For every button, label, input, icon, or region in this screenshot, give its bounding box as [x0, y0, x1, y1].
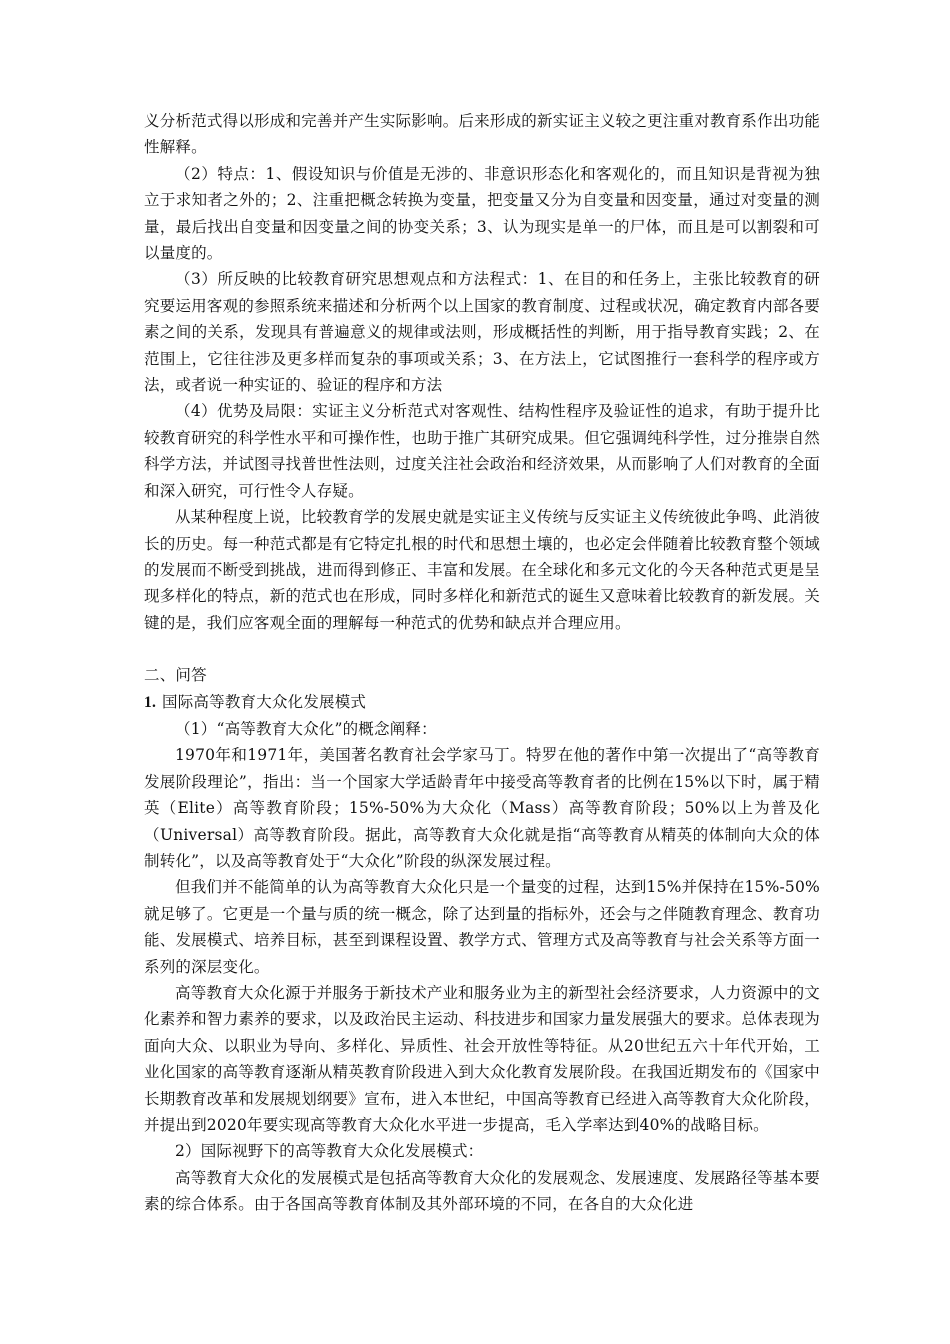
- paragraph: 高等教育大众化的发展模式是包括高等教育大众化的发展观念、发展速度、发展路径等基本要素的综合体系。由于各国高等教育体制及其外部环境的不同，在各自的大众化进: [144, 1168, 820, 1214]
- spacer: [144, 636, 820, 662]
- paragraph: 从某种程度上说，比较教育学的发展史就是实证主义传统与反实证主义传统彼此争鸣、此消彼长的历史。每一种范式都是有它特定扎根的时代和思想土壤的，也必定会伴随着比较教育整个领域的发展而不断受到挑战，进而得到修正、丰富和发展。在全球化和多元文化的今天各种范式更是呈现多样化的特点，新的范式也在形成，同时多样化和新范式的诞生又意味着比较教育的新发展。关键的是，我们应客观全面的理解每一种范式的优势和缺点并合理应用。: [144, 508, 820, 632]
- paragraph: （2）特点：1、假设知识与价值是无涉的、非意识形态化和客观化的，而且知识是背视为独立于求知者之外的；2、注重把概念转换为变量，把变量又分为自变量和因变量，通过对变量的测量，最后找出自变量和因变量之间的协变关系；3、认为现实是单一的尸体，而且是可以割裂和可以量度的。: [144, 164, 820, 263]
- question-heading: [144, 689, 820, 716]
- section-title: 二、问答: [144, 666, 207, 685]
- paragraph: 2）国际视野下的高等教育大众化发展模式：: [175, 1142, 484, 1161]
- paragraph: （4）优势及局限：实证主义分析范式对客观性、结构性程序及验证性的追求，有助于提升比较教育研究的科学性水平和可操作性，也助于推广其研究成果。但它强调纯科学性，过分推崇自然科学方法，并试图寻找普世性法则，过度关注社会政治和经济效果，从而影响了人们对教育的全面和深入研究，可行性令人存疑。: [144, 402, 820, 500]
- paragraph: 但我们并不能简单的认为高等教育大众化只是一个量变的过程，达到15%并保持在15%-50%就足够了。它更是一个量与质的统一概念，除了达到量的指标外，还会与之伴随教育理念、教育功能、发展模式、培养目标，甚至到课程设置、教学方式、管理方式及高等教育与社会关系等方面一系列的深层变化。: [144, 878, 820, 976]
- paragraph: （3）所反映的比较教育研究思想观点和方法程式：1、在目的和任务上，主张比较教育的研究要运用客观的参照系统来描述和分析两个以上国家的教育制度、过程或状况，确定教育内部各要素之间的关系，发现具有普遍意义的规律或法则，形成概括性的判断，用于指导教育实践；2、在范围上，它往往涉及更多样而复杂的事项或关系；3、在方法上，它试图推行一套科学的程序或方法，或者说一种实证的、验证的程序和方法: [144, 270, 820, 395]
- paragraph: （1）“高等教育大众化”的概念阐释：: [175, 719, 437, 738]
- paragraph: 1970年和1971年，美国著名教育社会学家马丁。特罗在他的著作中第一次提出了“高等教育发展阶段理论”，指出：当一个国家大学适龄青年中接受高等教育者的比例在15%以下时，属于精英（Elite）高等教育阶段；15%-50%为大众化（Mass）高等教育阶段；50%以上为普及化（Universal）高等教育阶段。据此，高等教育大众化就是指“高等教育从精英的体制向大众的体制转化”，以及高等教育处于“大众化”阶段的纵深发展过程。: [144, 746, 820, 870]
- heading-text: 国际高等教育大众化发展模式: [162, 692, 367, 711]
- paragraph: 义分析范式得以形成和完善并产生实际影响。后来形成的新实证主义较之更注重对教育系作出功能性解释。: [144, 112, 820, 157]
- paragraph: 高等教育大众化源于并服务于新技术产业和服务业为主的新型社会经济要求，人力资源中的文化素养和智力素养的要求，以及政治民主运动、科技进步和国家力量发展强大的要求。总体表现为面向大众、以职业为导向、多样化、异质性、社会开放性等特征。从20世纪五六十年代开始，工业化国家的高等教育逐渐从精英教育阶段进入到大众化教育发展阶段。在我国近期发布的《国家中长期教育改革和发展规划纲要》宣布，进入本世纪，中国高等教育已经进入高等教育大众化阶段，并提出到2020年要实现高等教育大众化水平进一步提高，毛入学率达到40%的战略目标。: [144, 984, 820, 1135]
- heading-number: 1.: [144, 693, 157, 711]
- document-page: [144, 108, 820, 1218]
